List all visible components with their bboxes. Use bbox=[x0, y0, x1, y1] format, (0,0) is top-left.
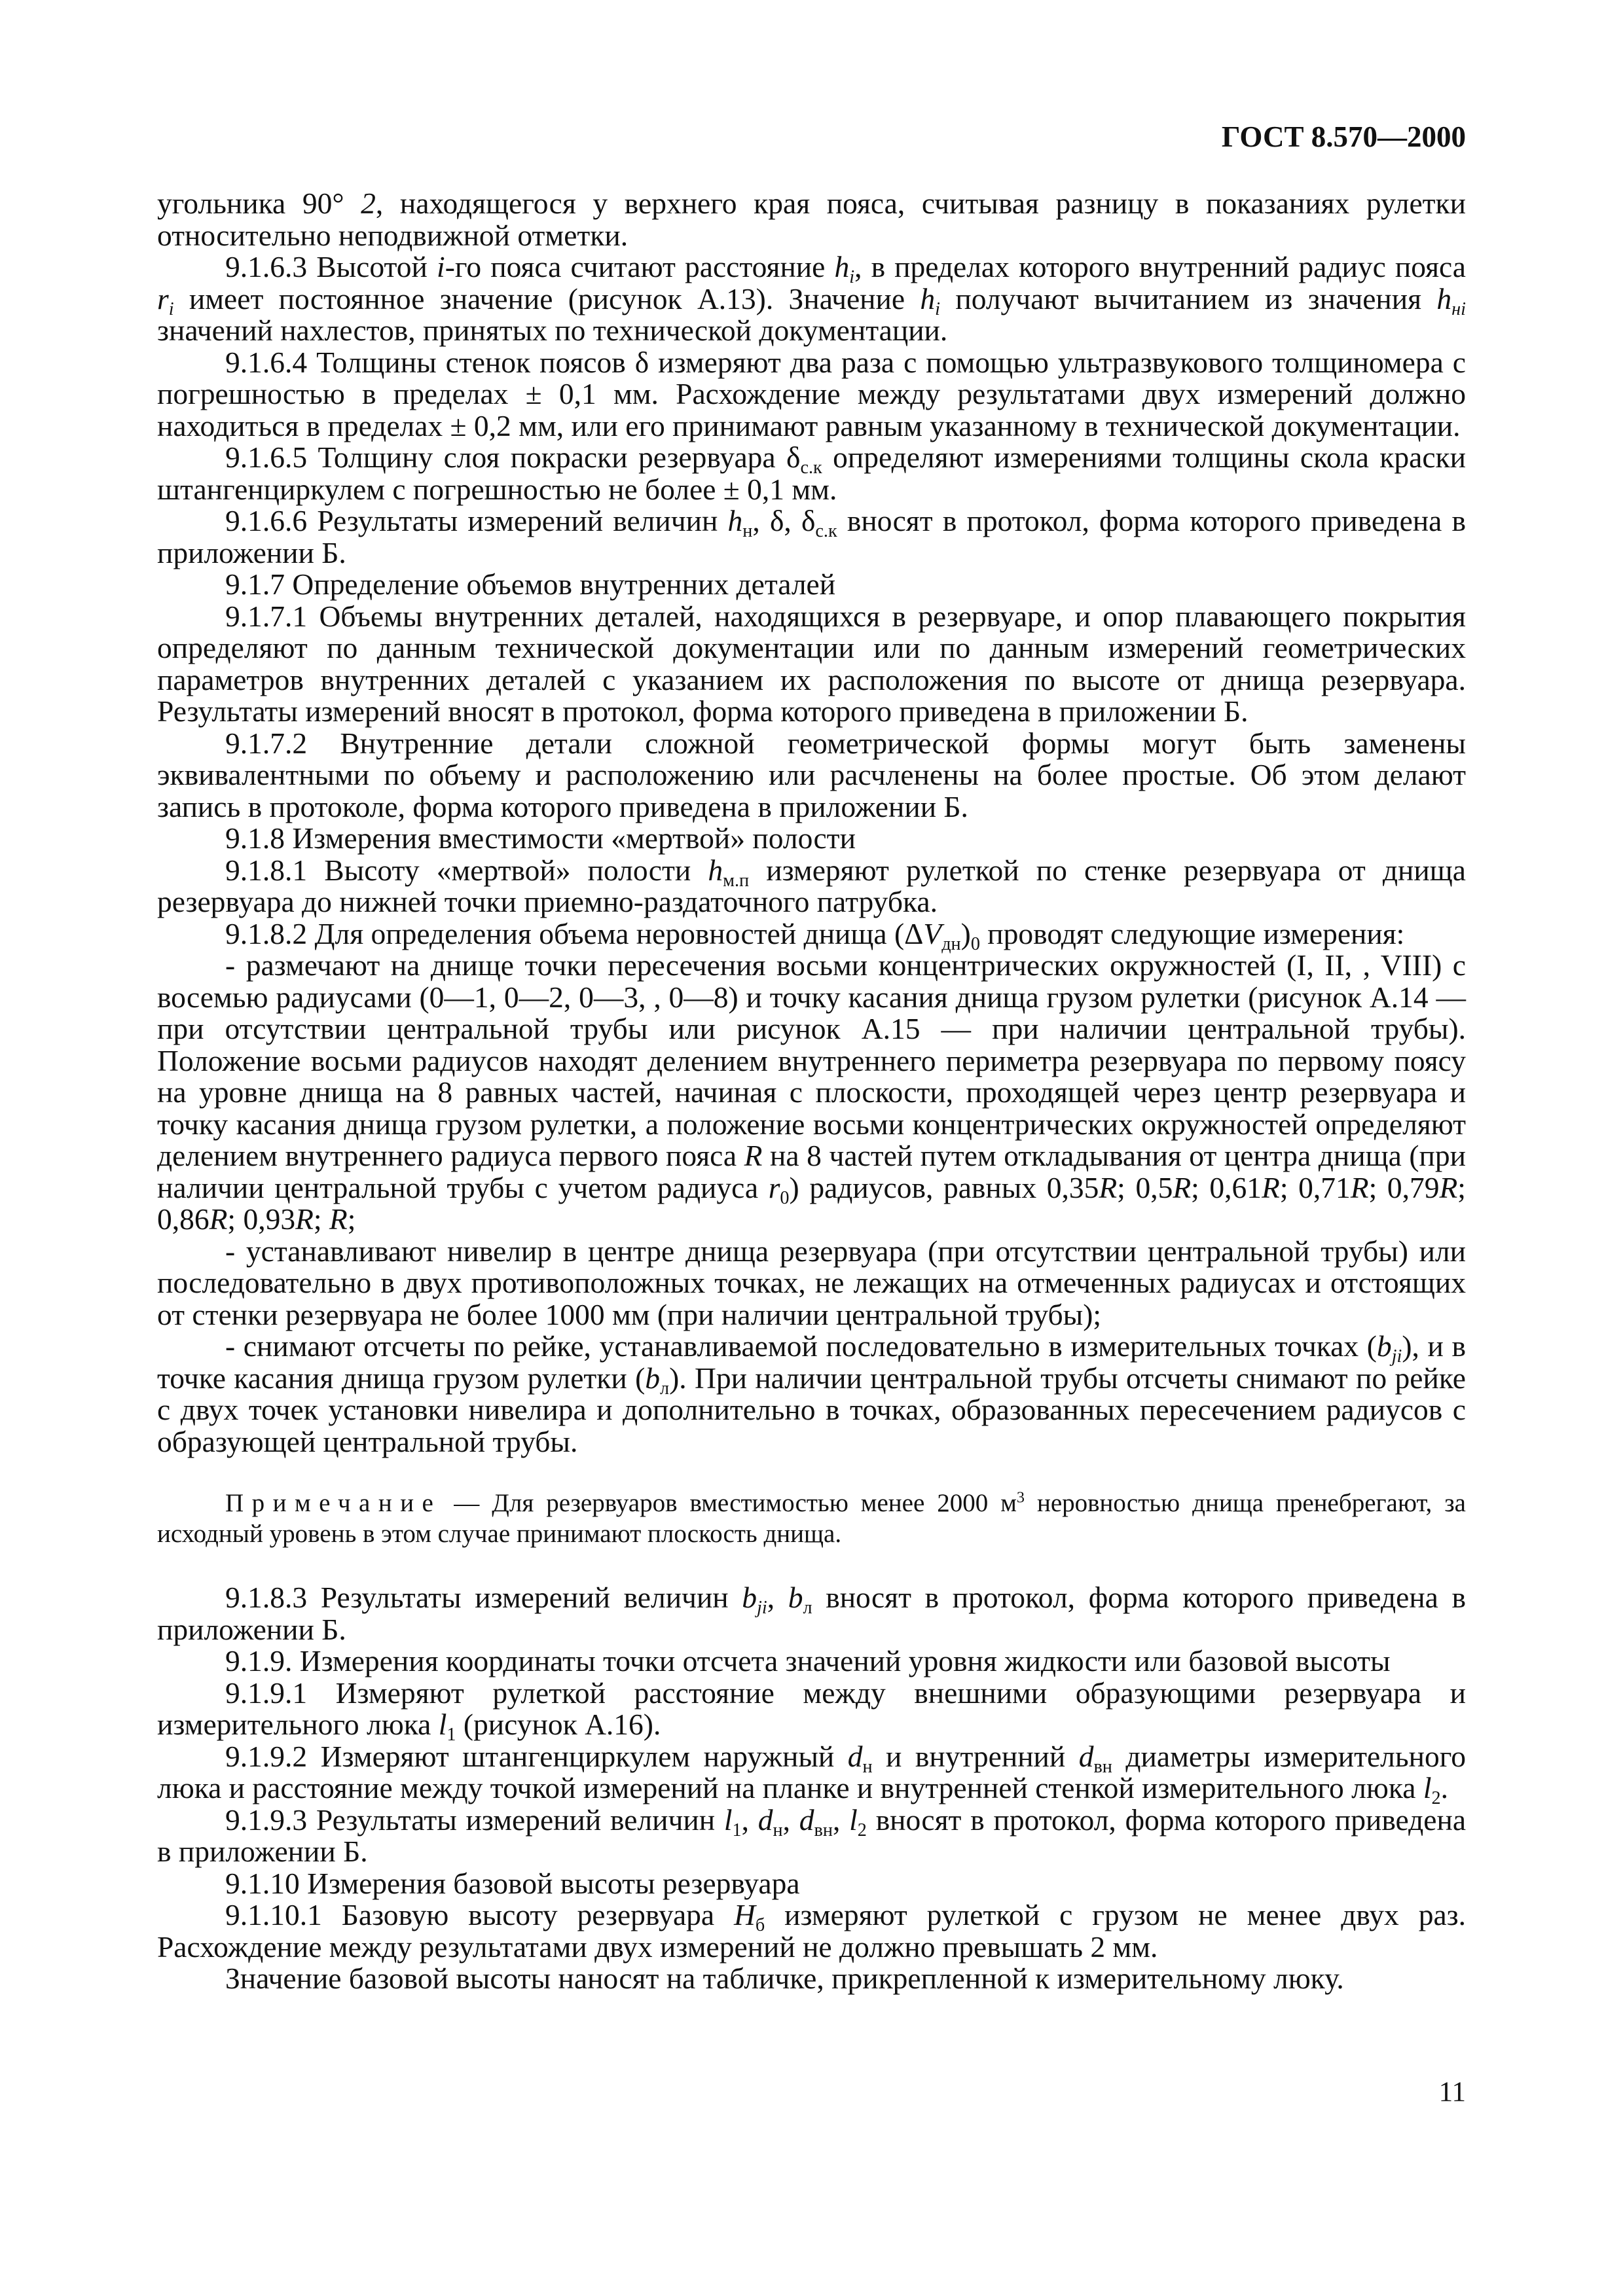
clause-9-1-9-3: 9.1.9.3 Результаты измерений величин $l_1$, $d_н$, $d_{вн}$, $l_2$ вносят в протокол, форма которого приведена в приложении Б. bbox=[157, 1803, 1467, 1868]
clause-9-1-6-5: 9.1.6.5 Толщину слоя покраски резервуара $\delta_{с.к}$ определяют измерениями толщины скола краски штангенциркулем с погрешностью не более ± 0,1 мм. bbox=[157, 440, 1466, 506]
clause-9-1-7-2: 9.1.7.2 Внутренние детали сложной геометрической формы могут быть заменены эквивалентными по объему и расположению или расчленены на более простые. Об этом делают запись в протоколе, форма которого приведена в приложении Б. bbox=[157, 726, 1466, 823]
clause-9-1-10: 9.1.10 Измерения базовой высоты резервуара bbox=[225, 1866, 800, 1900]
clause-9-1-10-1: 9.1.10.1 Базовую высоту резервуара $H_б$ измеряют рулеткой с грузом не менее двух раз. Расхождение между результатами двух измерений не должно превышать 2 мм. bbox=[157, 1898, 1466, 1964]
base-height-plate-note: Значение базовой высоты наносят на табличке, прикрепленной к измерительному люку. bbox=[225, 1962, 1344, 1995]
clause-9-1-8-3: 9.1.8.3 Результаты измерений величин $b_{ji}$, $b_л$ вносят в протокол, форма которого приведена в приложении Б. bbox=[157, 1581, 1466, 1646]
paragraph-continuation: угольника 90° 2, находящегося у верхнего края пояса, считывая разницу в показаниях рулетки относительно неподвижной отметки. bbox=[157, 187, 1466, 252]
standard-designation: ГОСТ 8.570—2000 bbox=[1221, 120, 1466, 153]
note-label: Примечание bbox=[225, 1489, 442, 1517]
note: Примечание — Для резервуаров вместимостью менее 2000 $м^3$ неровностью днища пренебрегают, за исходный уровень в этом случае принимают плоскость днища. bbox=[157, 1488, 1466, 1548]
clause-9-1-8: 9.1.8 Измерения вместимости «мертвой» полости bbox=[225, 821, 856, 855]
clause-9-1-7-1: 9.1.7.1 Объемы внутренних деталей, находящихся в резервуаре, и опор плавающего покрытия определяют по данным технической документации или по данным измерений геометрических параметров внутренних деталей с указанием их расположения по высоте от днища резервуара. Результаты измерений вносят в протокол, форма которого приведена в приложении Б. bbox=[157, 599, 1466, 728]
clause-9-1-9-1: 9.1.9.1 Измеряют рулеткой расстояние между внешними образующими резервуара и измерительного люка $l_1$ (рисунок А.16). bbox=[157, 1676, 1466, 1746]
clause-9-1-8-1: 9.1.8.1 Высоту «мертвой» полости $h_{м.п}$ измеряют рулеткой по стенке резервуара от днища резервуара до нижней точки приемно-раздаточного патрубка. bbox=[157, 853, 1466, 918]
clause-9-1-8-2: 9.1.8.2 Для определения объема неровностей днища $(\Delta V_{дн})_0$ проводят следующие измерения: bbox=[225, 916, 1405, 954]
list-item-level-setup: - устанавливают нивелир в центре днища резервуара (при отсутствии центральной трубы) или последовательно в двух противоположных точках, не лежащих на отмеченных радиусах и отстоящих от стенки резервуара не более 1000 мм (при наличии центральной трубы); bbox=[157, 1234, 1466, 1331]
clause-9-1-7: 9.1.7 Определение объемов внутренних деталей bbox=[225, 567, 836, 601]
clause-9-1-6-6: 9.1.6.6 Результаты измерений величин $h_н$, δ, $\delta_{с.к}$ вносят в протокол, форма которого приведена в приложении Б. bbox=[157, 504, 1466, 569]
clause-9-1-9: 9.1.9. Измерения координаты точки отсчета значений уровня жидкости или базовой высоты bbox=[225, 1644, 1391, 1677]
clause-9-1-6-3: 9.1.6.3 Высотой i-го пояса считают расстояние $h_i$, в пределах которого внутренний радиус пояса $r_i$ имеет постоянное значение (рисунок А.13). Значение $h_i$ получают вычитанием из значения $h_{нi}$ значений нахлестов, принятых по технической документации. bbox=[157, 250, 1466, 347]
clause-9-1-9-2: 9.1.9.2 Измеряют штангенциркулем наружный $d_н$ и внутренний $d_{вн}$ диаметры измерительного люка и расстояние между точкой измерений на планке и внутренней стенкой измерительного люка $l_2$. bbox=[157, 1739, 1466, 1809]
page-number: 11 bbox=[1438, 2077, 1466, 2108]
list-item-readings: - снимают отсчеты по рейке, устанавливаемой последовательно в измерительных точках $(b_{ji})$, и в точке касания днища грузом рулетки $(b_л)$. При наличии центральной трубы отсчеты снимают по рейке с двух точек установки нивелира и дополнительно в точках, образованных пересечением радиусов с образующей центральной трубы. bbox=[157, 1329, 1466, 1458]
clause-9-1-6-4: 9.1.6.4 Толщины стенок поясов δ измеряют два раза с помощью ультразвукового толщиномера с погрешностью в пределах ± 0,1 мм. Расхождение между результатами двух измерений должно находиться в пределах ± 0,2 мм, или его принимают равным указанному в технической документации. bbox=[157, 345, 1466, 442]
list-item-marking-points: - размечают на днище точки пересечения восьми концентрических окружностей (I, II, , VIII) с восемью радиусами (0—1, 0—2, 0—3, , 0—8) и точку касания днища грузом рулетки (рисунок А.14 — при отсутствии центральной трубы или рисунок А.15 — при наличии центральной трубы). Положение восьми радиусов находят делением внутреннего периметра резервуара по первому поясу на уровне днища на 8 равных частей, начиная с плоскости, проходящей через центр резервуара и точку касания днища грузом рулетки, а положение восьми концентрических окружностей определяют делением внутреннего радиуса первого пояса R на 8 частей путем откладывания от центра днища (при наличии центральной трубы с учетом радиуса $r_0$) радиусов, равных 0,35R; 0,5R; 0,61R; 0,71R; 0,79R; 0,86R; 0,93R; R; bbox=[157, 948, 1466, 1236]
document-body bbox=[157, 188, 1466, 1995]
